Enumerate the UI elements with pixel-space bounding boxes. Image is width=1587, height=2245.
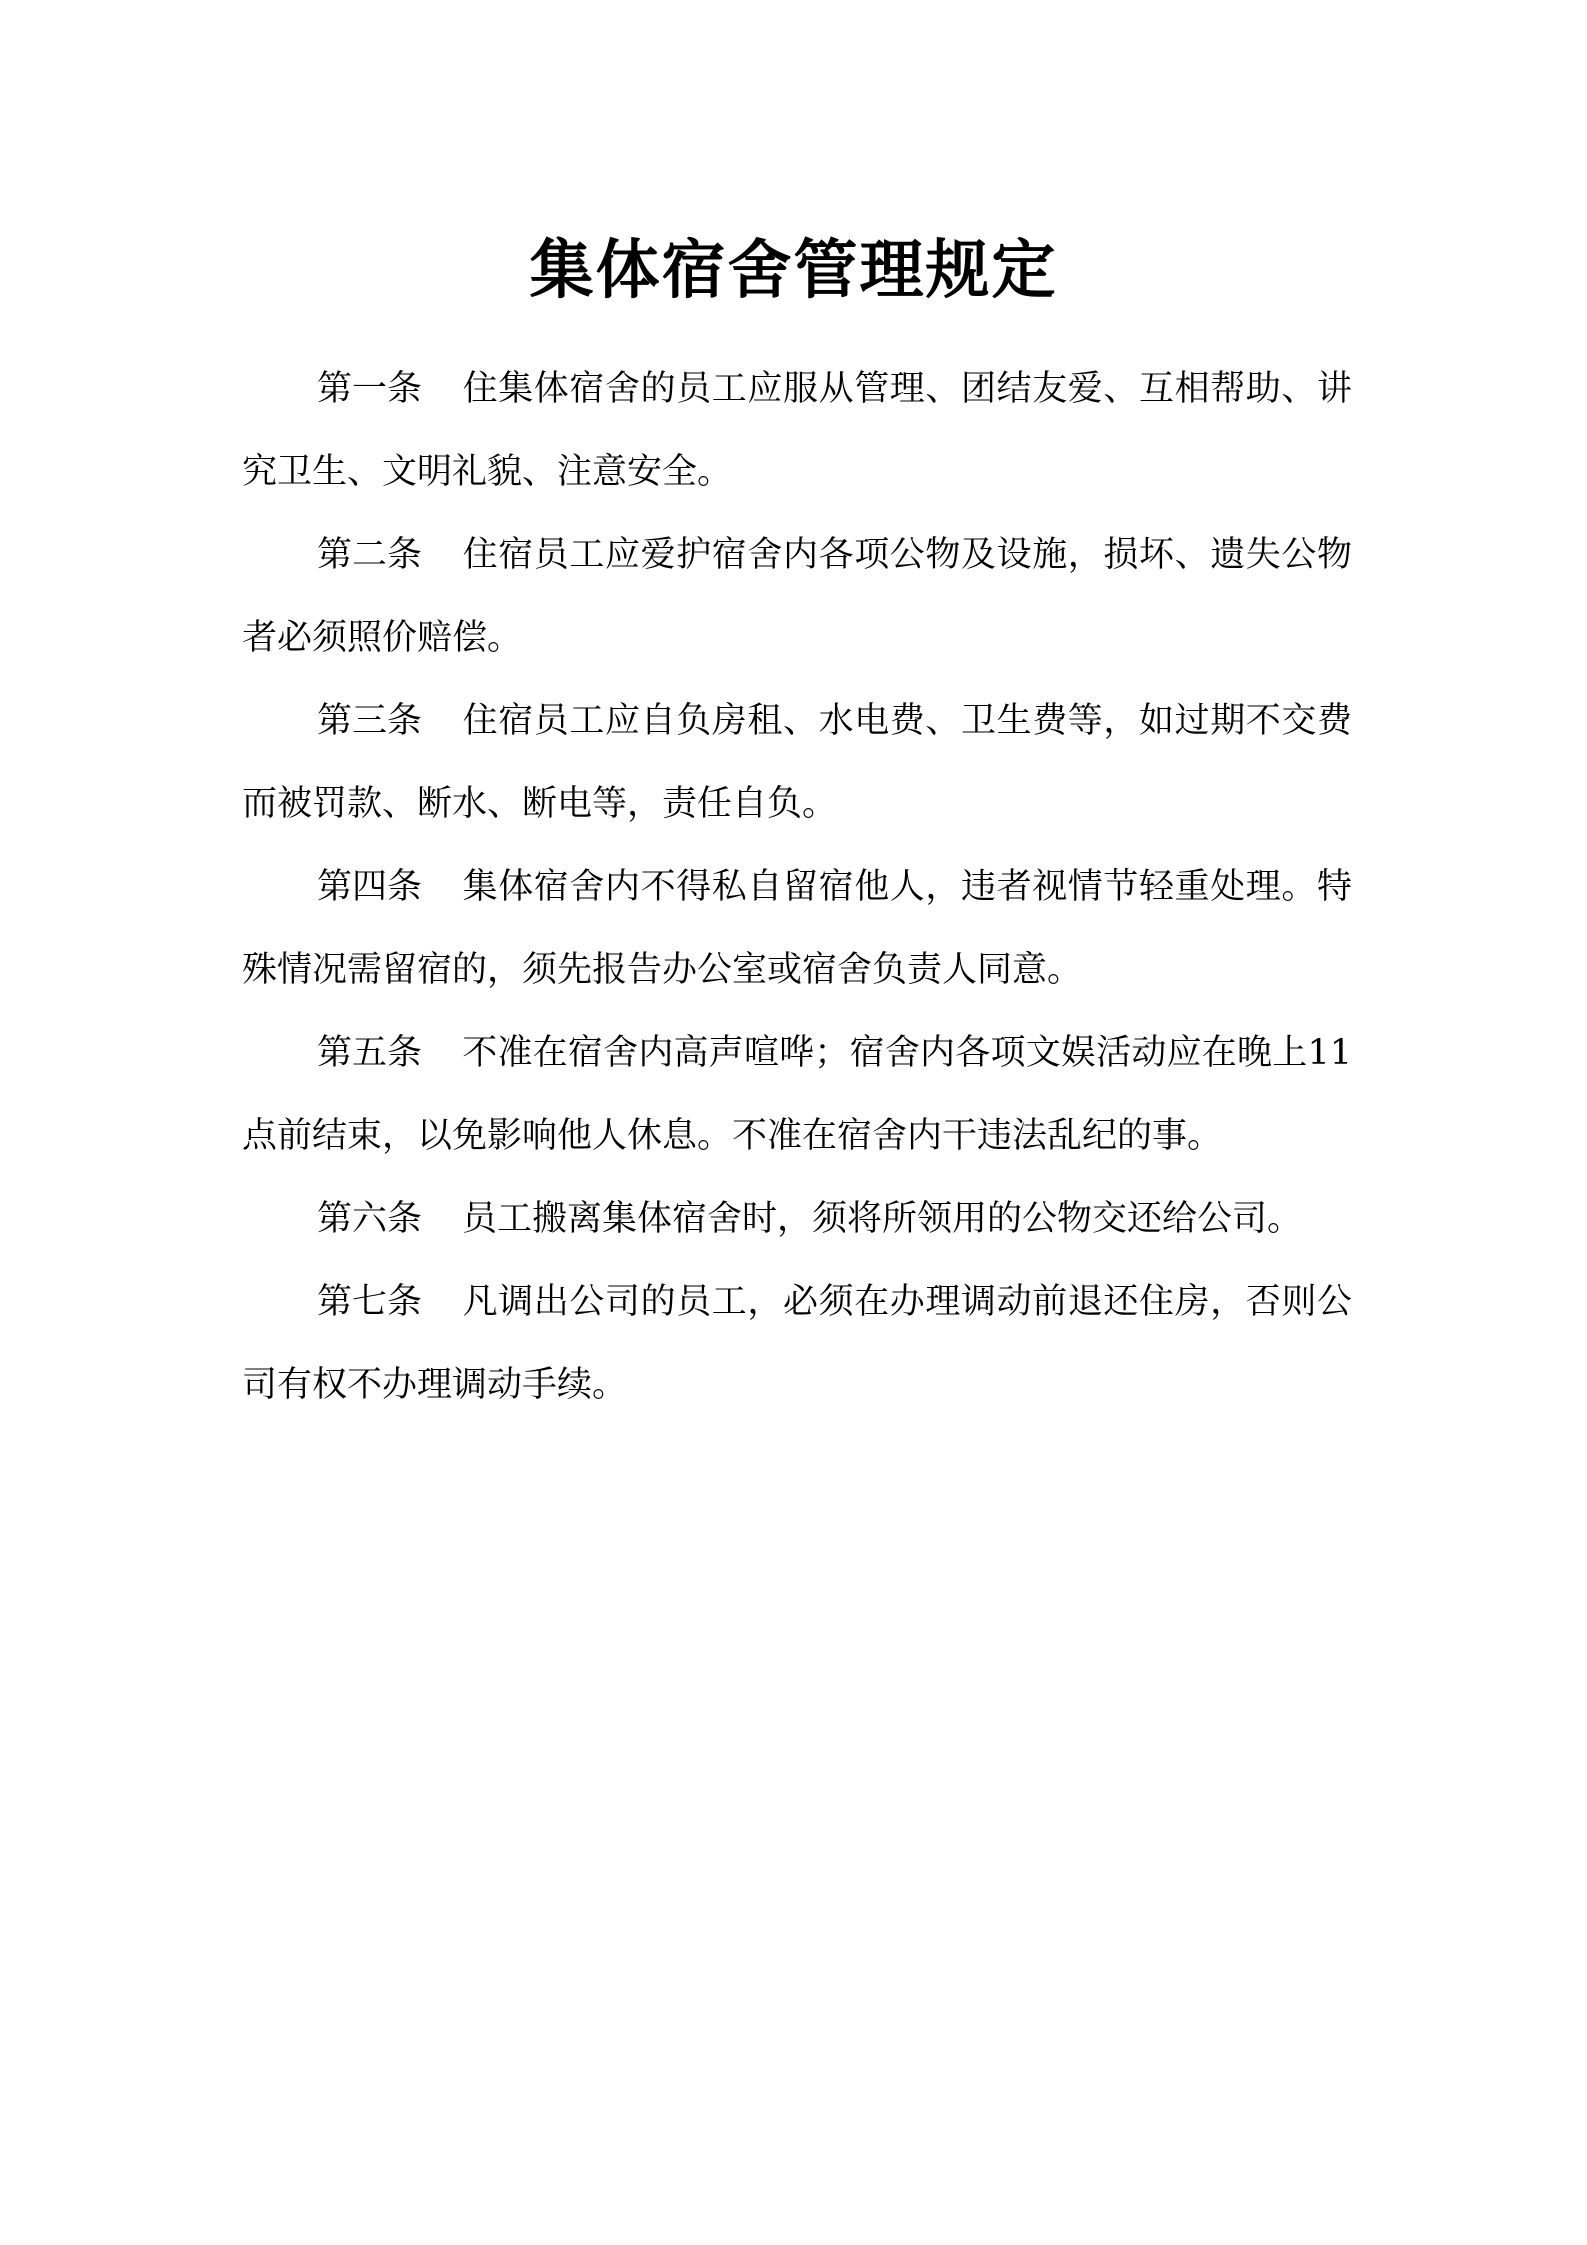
article-number: 第三条 bbox=[317, 701, 423, 741]
article-number: 第二条 bbox=[317, 535, 423, 575]
article-7 bbox=[242, 1261, 1352, 1427]
article-number: 第一条 bbox=[317, 369, 423, 409]
article-number: 第七条 bbox=[317, 1282, 423, 1322]
article-5 bbox=[242, 1012, 1352, 1178]
article-number: 第五条 bbox=[317, 1033, 423, 1073]
article-text: 不准在宿舍内高声喧哗；宿舍内各项文娱活动应在晚上11点前结束，以免影响他人休息。不准在宿舍内干违法乱纪的事。 bbox=[242, 1033, 1352, 1156]
article-2 bbox=[242, 514, 1352, 680]
article-number: 第四条 bbox=[317, 867, 423, 907]
article-1 bbox=[242, 348, 1352, 514]
article-text: 住宿员工应自负房租、水电费、卫生费等，如过期不交费而被罚款、断水、断电等，责任自负。 bbox=[242, 701, 1352, 824]
article-text: 住宿员工应爱护宿舍内各项公物及设施，损坏、遗失公物者必须照价赔偿。 bbox=[242, 535, 1352, 658]
article-text: 住集体宿舍的员工应服从管理、团结友爱、互相帮助、讲究卫生、文明礼貌、注意安全。 bbox=[242, 369, 1352, 492]
article-3 bbox=[242, 680, 1352, 846]
article-number: 第六条 bbox=[317, 1199, 423, 1239]
article-text: 员工搬离集体宿舍时，须将所领用的公物交还给公司。 bbox=[462, 1199, 1303, 1239]
document-title: 集体宿舍管理规定 bbox=[529, 234, 1058, 308]
article-text: 集体宿舍内不得私自留宿他人，违者视情节轻重处理。特殊情况需留宿的，须先报告办公室或宿舍负责人同意。 bbox=[242, 867, 1352, 990]
document-body bbox=[242, 348, 1352, 1427]
article-4 bbox=[242, 846, 1352, 1012]
article-text: 凡调出公司的员工，必须在办理调动前退还住房，否则公司有权不办理调动手续。 bbox=[242, 1282, 1352, 1405]
article-6 bbox=[242, 1178, 1352, 1261]
